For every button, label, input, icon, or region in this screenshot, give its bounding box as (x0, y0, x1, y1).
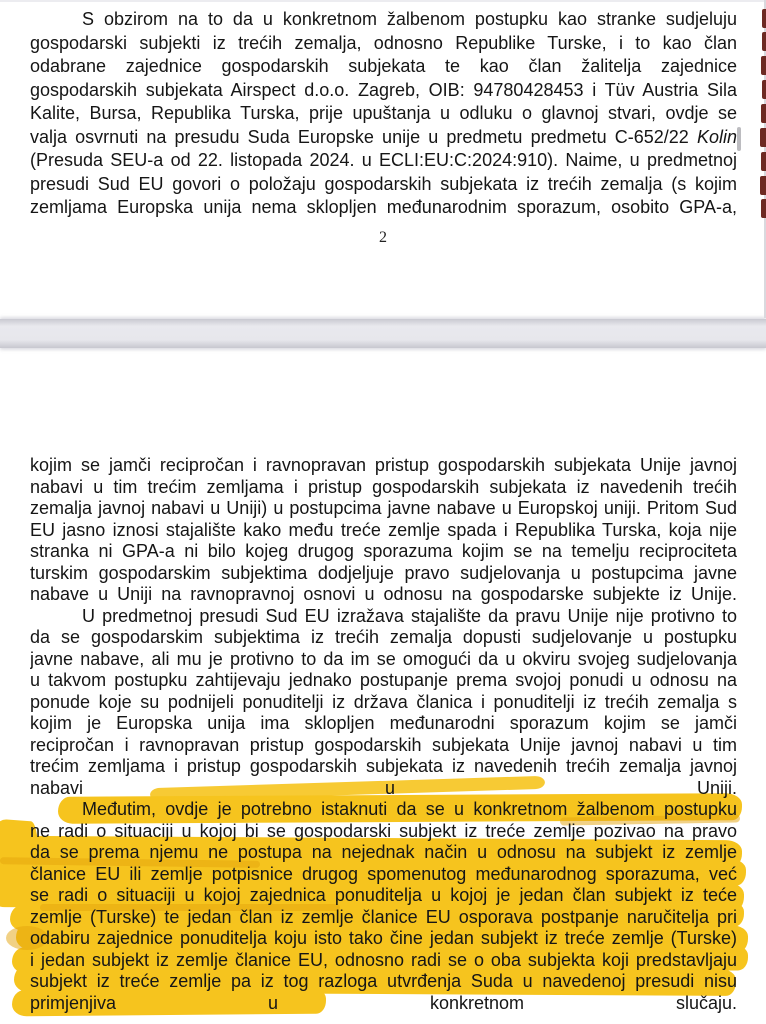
highlighted-text-line: i jedan subjekt iz zemlje članice EU, odnosno radi se o oba subjekta koji predstavljaju (30, 949, 737, 970)
page-separator (0, 319, 766, 348)
text-line: nabavi u Uniji. (30, 777, 737, 798)
text-line: S obzirom na to da u konkretnom žalbenom postupku kao stranke sudjeluju (82, 9, 737, 29)
text-line: ne radi o situaciji u kojoj bi se gospodarski subjekt iz treće zemlje pozivao na pravo (30, 820, 737, 841)
highlighted-text-line: Međutim, ovdje je potrebno istaknuti da se u konkretnom žalbenom postupku (82, 799, 737, 819)
text-line: EU jasno iznosi stajalište kako među treće zemlje spada i Republika Turska, koja nije (30, 519, 737, 540)
text-line: u takvom postupku zahtijevaju jednako postupanje prema svojoj ponudi u odnosu na (30, 670, 737, 690)
scan-artifact (762, 32, 766, 51)
text-line: recipročan i ravnopravan pristup gospodarskih subjekata Unije javnoj nabavi u tim (30, 734, 737, 755)
scan-artifact (762, 9, 766, 28)
scan-artifact (761, 199, 766, 218)
highlighted-text-line: primjenjiva u konkretnom slučaju. (30, 992, 737, 1013)
highlighted-text-line: članice EU ili zemlje potpisnice drugog spomenutog međunarodnog sporazuma, već (30, 863, 737, 884)
text-line: gospodarskih subjekata Airspect d.o.o. Zagreb, OIB: 94780428453 i Tüv Austria Sila (30, 79, 737, 100)
highlighted-text-line: subjekt iz treće zemlje pa iz tog razloga utvrđenja Suda u navedenoj presudi nisu (30, 971, 737, 991)
text-line: presudi Sud EU govori o položaju gospodarskih subjekata iz trećih zemalja (s kojim (30, 173, 737, 194)
text-line: odabrane zajednice gospodarskih subjekata te kao član žalitelja zajednice (30, 56, 737, 76)
scan-artifact (761, 152, 766, 171)
text-line: U predmetnoj presudi Sud EU izražava stajalište da pravu Unije nije protivno to (82, 605, 737, 626)
text-segment: valja osvrnuti na presudu Suda Europske unije u predmetu predmetu C-652/22 (30, 126, 689, 147)
scan-artifact (737, 127, 741, 151)
scan-artifact (761, 104, 766, 123)
page-2 (0, 348, 766, 1024)
scan-artifact (760, 128, 766, 147)
text-line: stranka ni GPA-a ni bilo kojeg drugog sporazuma kojim se na temelju reciprociteta (30, 541, 737, 561)
text-line: kojim je Europska unija ima sklopljen međunarodni sporazum kojim se jamči (30, 713, 737, 733)
text-line: turskim gospodarskim subjektima dodjeljuje pravo sudjelovanja u postupcima javne (30, 562, 737, 583)
text-line: Kalite, Bursa, Republika Turska, prije upuštanja u odluku o glavnoj stvari, ovdje se (30, 103, 737, 123)
text-line: zemalja javnoj nabavi u Uniji) u postupcima javne nabave u Europskoj uniji. Pritom Sud (30, 498, 737, 518)
highlighted-text-line: se radi o situaciji u kojoj zajednica ponuditelja u kojoj je jedan član subjekt iz teće (30, 885, 737, 905)
case-name-italic: Kolin (696, 126, 737, 147)
page-1-paragraph (30, 8, 737, 220)
text-line (30, 126, 737, 150)
highlighted-text-line: da se prema njemu ne postupa na nejednak način u odnosu na subjekt iz zemlje (30, 842, 737, 862)
text-line: (Presuda SEU-a od 22. listopada 2024. u ECLI:EU:C:2024:910). Naime, u predmetnoj (30, 150, 737, 170)
scan-edge-top (0, 0, 766, 2)
page-2-text (0, 348, 766, 1014)
text-line: kojim se jamči recipročan i ravnopravan pristup gospodarskih subjekata Unije javnoj (30, 455, 737, 475)
text-line: ponude koje su podnijeli ponuditelji iz država članica i ponuditelji iz trećih zemalja s (30, 691, 737, 712)
text-line: nabave u Uniji na ravnopravnoj osnovi u odnosu na gospodarske subjekte iz Unije. (30, 584, 737, 604)
highlighted-text-line: odabiru zajednice ponuditelja koju isto tako čine jedan subjekt iz treće zemlje (Turske) (30, 928, 737, 948)
scan-artifact (762, 80, 766, 99)
text-line: da se gospodarskim subjektima iz trećih zemalja dopusti sudjelovanje u postupku (30, 627, 737, 647)
text-line: javne nabave, ali mu je protivno to da im se omogući da u okviru svojeg sudjelovanja (30, 648, 737, 669)
text-line: trećim zemljama i pristup gospodarskih subjekata iz navedenih trećih zemalja javnoj (30, 756, 737, 776)
scan-artifact (760, 176, 766, 195)
text-line: gospodarski subjekti iz trećih zemalja, odnosno Republike Turske, i to kao član (30, 32, 737, 53)
text-line: nabavi u tim trećim zemljama i pristup gospodarskih subjekata iz navedenih trećih (30, 476, 737, 497)
text-line: zemljama Europska unija nema sklopljen međunarodnim sporazum, osobito GPA-a, (30, 197, 737, 217)
page-number: 2 (379, 229, 387, 246)
scan-artifact (761, 56, 766, 75)
highlighted-text-line: zemlje (Turske) te jedan član iz zemlje članice EU osporava postpanje naručitelja pri (30, 906, 737, 927)
